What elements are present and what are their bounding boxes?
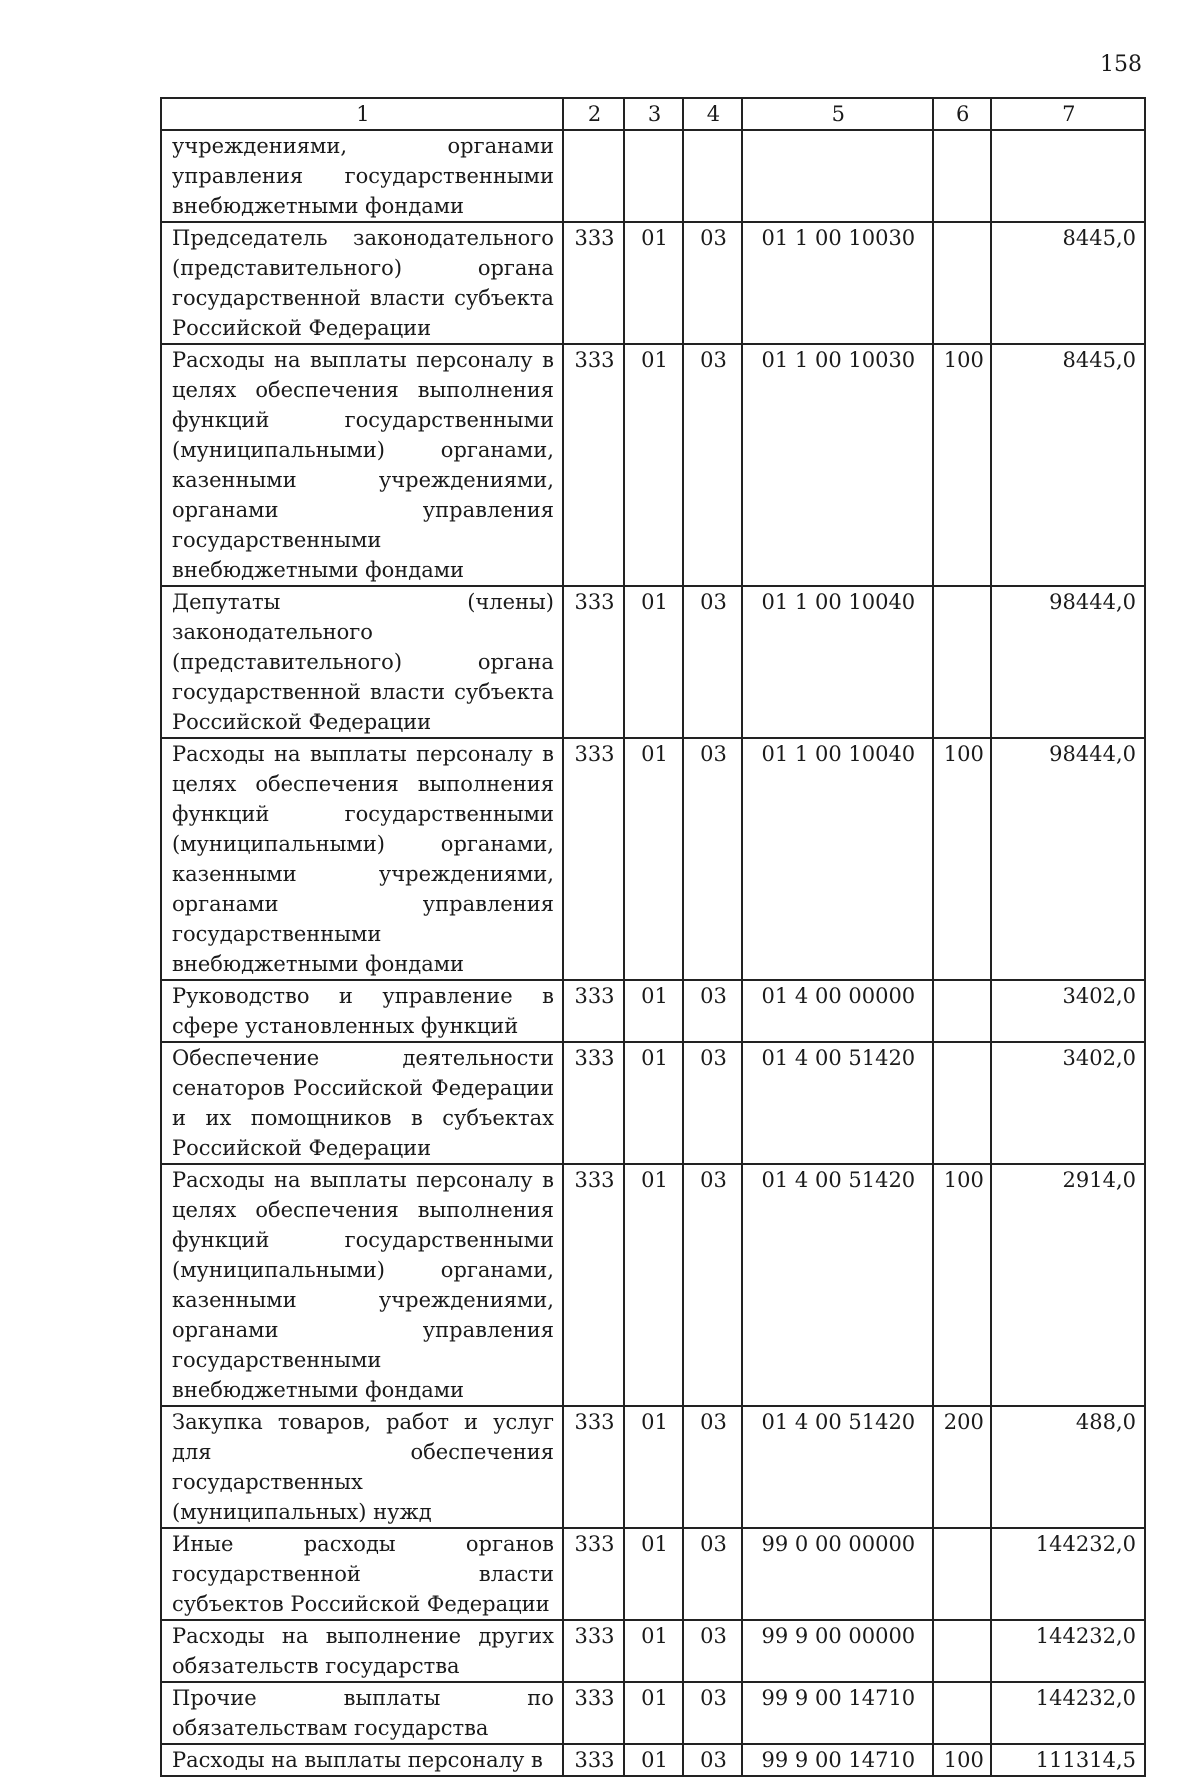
target-item-code [742,130,933,222]
amount: 8445,0 [991,344,1145,586]
column-header: 4 [683,98,742,130]
expense-type-code [933,1682,991,1744]
department-code: 333 [563,1164,624,1406]
subsection-code: 03 [683,1682,742,1744]
subsection-code: 03 [683,1164,742,1406]
section-code: 01 [624,1682,683,1744]
target-item-code: 01 1 00 10030 [742,344,933,586]
department-code: 333 [563,1042,624,1164]
amount: 3402,0 [991,1042,1145,1164]
amount: 111314,5 [991,1744,1145,1776]
department-code: 333 [563,1406,624,1528]
table-row [161,1744,1145,1776]
table-row [161,1528,1145,1620]
section-code: 01 [624,1164,683,1406]
amount: 98444,0 [991,738,1145,980]
expense-name: Расходы на выплаты персоналу в целях обеспечения выполнения функций государственными (муниципальными) органами, казенными учреждениями, органами управления государственными внебюджетными фондами [161,1164,563,1406]
department-code: 333 [563,1682,624,1744]
subsection-code: 03 [683,980,742,1042]
expense-type-code [933,980,991,1042]
target-item-code: 01 1 00 10030 [742,222,933,344]
target-item-code: 01 1 00 10040 [742,586,933,738]
department-code: 333 [563,1528,624,1620]
amount: 2914,0 [991,1164,1145,1406]
amount: 8445,0 [991,222,1145,344]
subsection-code: 03 [683,1406,742,1528]
table-row [161,1164,1145,1406]
table-row [161,1620,1145,1682]
section-code: 01 [624,586,683,738]
expense-name: Прочие выплаты по обязательствам государства [161,1682,563,1744]
subsection-code: 03 [683,1528,742,1620]
amount: 144232,0 [991,1528,1145,1620]
department-code: 333 [563,344,624,586]
expense-name: Депутаты (члены) законодательного (представительного) органа государственной власти субъекта Российской Федерации [161,586,563,738]
amount: 98444,0 [991,586,1145,738]
table-row [161,344,1145,586]
column-header: 3 [624,98,683,130]
budget-table [160,97,1146,1777]
expense-type-code [933,1620,991,1682]
expense-name: учреждениями, органами управления государственными внебюджетными фондами [161,130,563,222]
section-code: 01 [624,1528,683,1620]
column-header: 6 [933,98,991,130]
department-code: 333 [563,738,624,980]
section-code: 01 [624,1620,683,1682]
section-code: 01 [624,1406,683,1528]
department-code: 333 [563,980,624,1042]
target-item-code: 01 4 00 51420 [742,1164,933,1406]
table-row [161,130,1145,222]
amount: 144232,0 [991,1620,1145,1682]
section-code: 01 [624,980,683,1042]
table-row [161,586,1145,738]
target-item-code: 01 4 00 51420 [742,1406,933,1528]
section-code: 01 [624,1744,683,1776]
expense-type-code: 100 [933,344,991,586]
section-code: 01 [624,344,683,586]
amount: 3402,0 [991,980,1145,1042]
target-item-code: 01 1 00 10040 [742,738,933,980]
expense-type-code [933,130,991,222]
subsection-code: 03 [683,738,742,980]
table-body [161,130,1145,1776]
column-header: 2 [563,98,624,130]
subsection-code: 03 [683,222,742,344]
expense-type-code: 100 [933,1744,991,1776]
table-row [161,738,1145,980]
amount [991,130,1145,222]
expense-type-code [933,222,991,344]
subsection-code: 03 [683,1620,742,1682]
subsection-code: 03 [683,586,742,738]
section-code [624,130,683,222]
expense-name: Руководство и управление в сфере установленных функций [161,980,563,1042]
expense-name: Расходы на выполнение других обязательств государства [161,1620,563,1682]
target-item-code: 01 4 00 51420 [742,1042,933,1164]
target-item-code: 99 9 00 14710 [742,1682,933,1744]
table-row [161,980,1145,1042]
department-code [563,130,624,222]
subsection-code [683,130,742,222]
column-header: 1 [161,98,563,130]
department-code: 333 [563,1620,624,1682]
target-item-code: 01 4 00 00000 [742,980,933,1042]
subsection-code: 03 [683,1042,742,1164]
expense-type-code: 100 [933,1164,991,1406]
header-row [161,98,1145,130]
expense-name: Расходы на выплаты персоналу в целях обеспечения выполнения функций государственными (муниципальными) органами, казенными учреждениями, органами управления государственными внебюджетными фондами [161,738,563,980]
expense-name: Расходы на выплаты персоналу в целях обеспечения выполнения функций государственными (муниципальными) органами, казенными учреждениями, органами управления государственными внебюджетными фондами [161,344,563,586]
target-item-code: 99 9 00 14710 [742,1744,933,1776]
amount: 488,0 [991,1406,1145,1528]
department-code: 333 [563,1744,624,1776]
target-item-code: 99 9 00 00000 [742,1620,933,1682]
department-code: 333 [563,586,624,738]
page-number: 158 [1100,52,1142,77]
expense-name: Обеспечение деятельности сенаторов Российской Федерации и их помощников в субъектах Российской Федерации [161,1042,563,1164]
expense-type-code: 200 [933,1406,991,1528]
section-code: 01 [624,1042,683,1164]
expense-name: Закупка товаров, работ и услуг для обеспечения государственных (муниципальных) нужд [161,1406,563,1528]
table-row [161,222,1145,344]
table-row [161,1406,1145,1528]
expense-name: Иные расходы органов государственной власти субъектов Российской Федерации [161,1528,563,1620]
expense-type-code: 100 [933,738,991,980]
expense-name: Председатель законодательного (представительного) органа государственной власти субъекта Российской Федерации [161,222,563,344]
expense-type-code [933,586,991,738]
subsection-code: 03 [683,344,742,586]
amount: 144232,0 [991,1682,1145,1744]
expense-type-code [933,1042,991,1164]
expense-type-code [933,1528,991,1620]
expense-name: Расходы на выплаты персоналу в [161,1744,563,1776]
target-item-code: 99 0 00 00000 [742,1528,933,1620]
department-code: 333 [563,222,624,344]
column-header: 7 [991,98,1145,130]
column-header: 5 [742,98,933,130]
section-code: 01 [624,738,683,980]
subsection-code: 03 [683,1744,742,1776]
section-code: 01 [624,222,683,344]
table-row [161,1042,1145,1164]
table-row [161,1682,1145,1744]
